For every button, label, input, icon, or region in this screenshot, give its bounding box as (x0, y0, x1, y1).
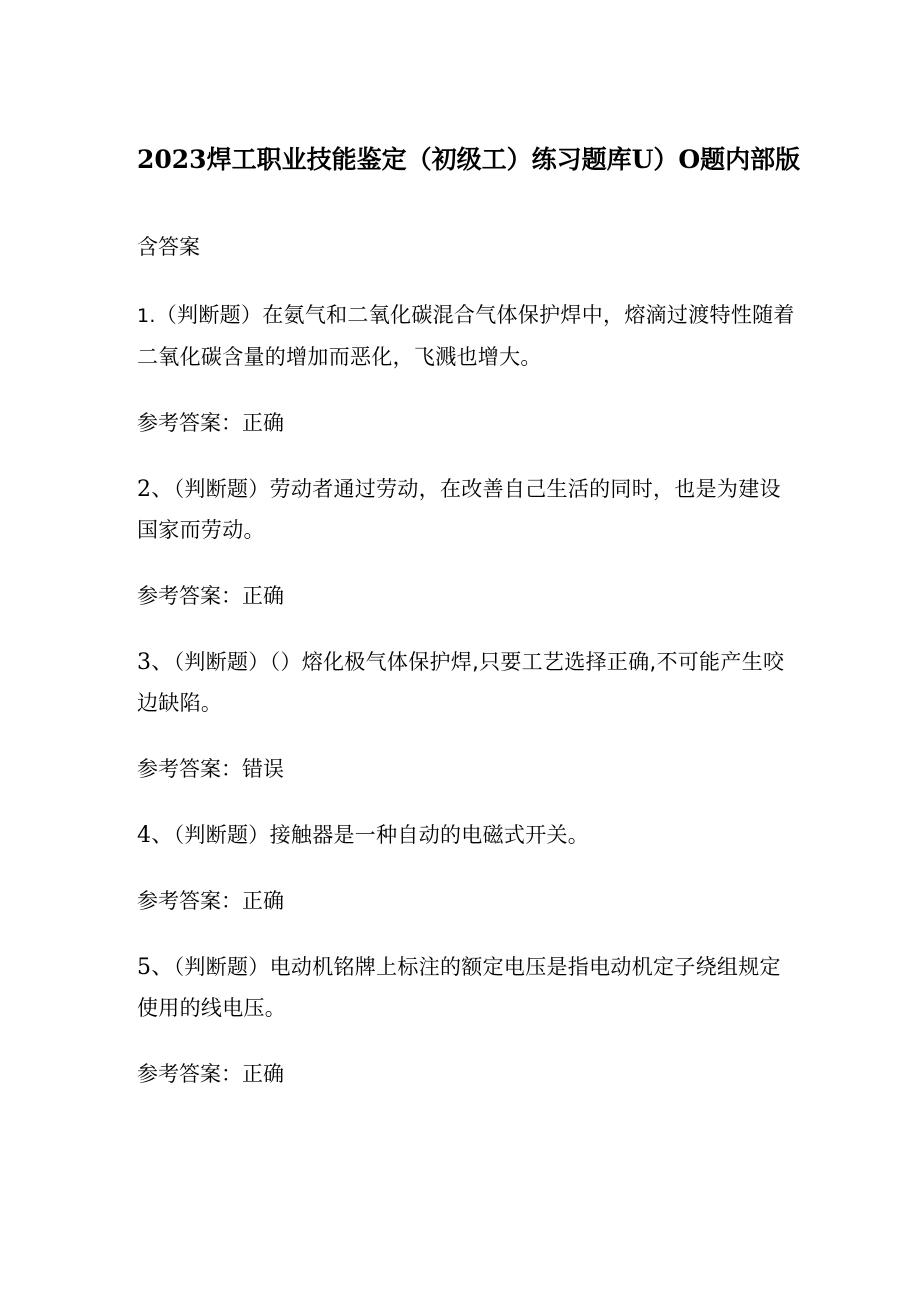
answer-label: 参考答案： (137, 411, 242, 435)
question-text (137, 469, 797, 551)
question-body: 接触器是一种自动的电磁式开关。 (269, 823, 590, 847)
answer-label: 参考答案： (137, 757, 242, 781)
question-list (137, 295, 797, 1120)
answer-line (137, 749, 797, 790)
question-item-5 (137, 947, 797, 1095)
question-item-3 (137, 642, 797, 790)
question-text (137, 815, 797, 856)
answer-label: 参考答案： (137, 1062, 242, 1086)
question-number: 1. (137, 305, 156, 327)
question-number: 5、 (137, 955, 174, 980)
question-item-4 (137, 815, 797, 922)
answer-value: 正确 (242, 1062, 284, 1086)
question-number: 4、 (137, 823, 174, 848)
question-body: 在氨气和二氧化碳混合气体保护焊中，熔滴过渡特性随着二氧化碳含量的增加而恶化，飞溅也增大。 (137, 303, 795, 369)
question-number: 3、 (137, 650, 174, 675)
answer-line (137, 881, 797, 922)
question-body: 电动机铭牌上标注的额定电压是指电动机定子绕组规定使用的线电压。 (137, 955, 781, 1020)
question-text (137, 642, 797, 724)
answer-line (137, 1054, 797, 1095)
question-type: （判断题） (173, 823, 270, 847)
answer-value: 正确 (242, 889, 284, 913)
answer-label: 参考答案： (137, 889, 242, 913)
question-type: （判断题） (155, 303, 263, 327)
answer-value: 错误 (242, 757, 284, 781)
answer-label: 参考答案： (137, 584, 242, 608)
question-text (137, 947, 797, 1029)
document-subtitle: 含答案 (137, 235, 200, 259)
answer-value: 正确 (242, 411, 284, 435)
question-number: 2、 (137, 477, 174, 502)
question-type: （判断题） (173, 477, 270, 501)
document-title: 2023焊工职业技能鉴定（初级工）练习题库U）O题内部版 (137, 145, 801, 174)
question-type: （判断题） (173, 955, 270, 979)
question-item-1 (137, 295, 797, 444)
question-body: （）熔化极气体保护焊,只要工艺选择正确,不可能产生咬边缺陷。 (137, 650, 785, 715)
question-item-2 (137, 469, 797, 617)
question-text (137, 295, 797, 378)
question-body: 劳动者通过劳动，在改善自己生活的同时，也是为建设国家而劳动。 (137, 477, 781, 542)
answer-line (137, 403, 797, 444)
answer-value: 正确 (242, 584, 284, 608)
question-type: （判断题） (173, 650, 270, 674)
answer-line (137, 576, 797, 617)
